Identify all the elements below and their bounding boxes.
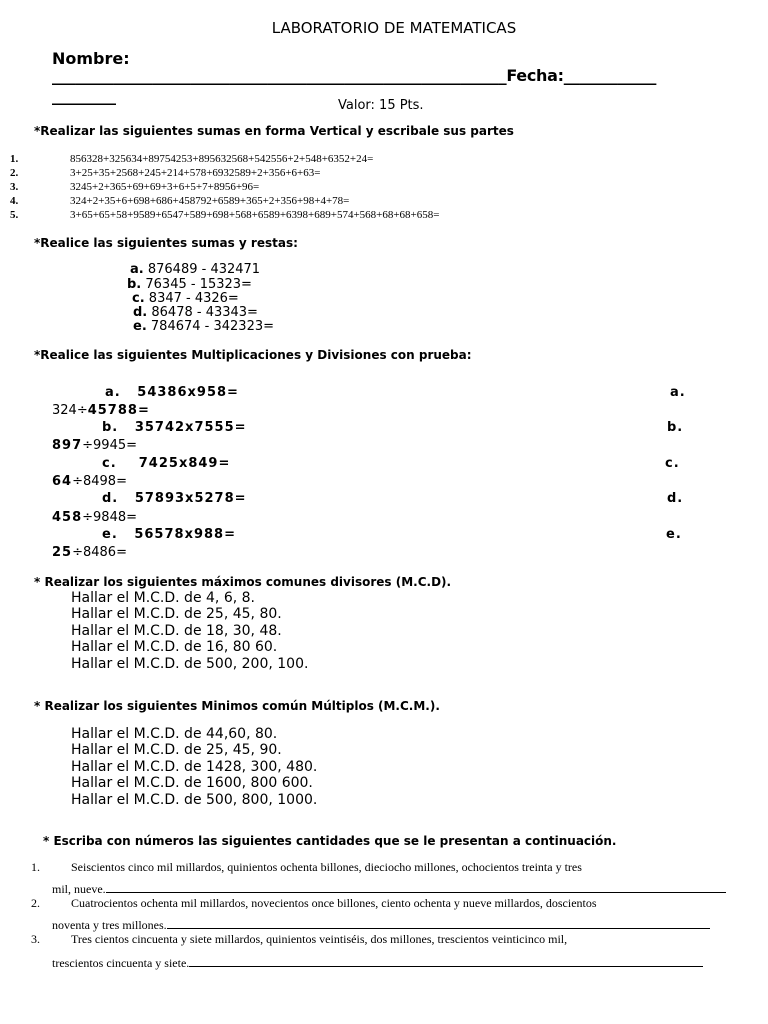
mult-text: 35742x7555= (134, 420, 247, 435)
words-item-1-line2 (52, 881, 726, 897)
answer-blank[interactable] (106, 881, 726, 893)
sum-item-1 (10, 153, 374, 165)
sum-item-number: 4. (10, 195, 19, 207)
valor-text: Valor: 15 Pts. (338, 98, 424, 113)
mcd-item-3: Hallar el M.C.D. de 18, 30, 48. (71, 623, 282, 639)
answer-blank[interactable] (167, 917, 710, 929)
div-part-2: ÷9848= (82, 510, 138, 525)
section3-instruction: *Realice las siguientes Multiplicaciones y Divisiones con prueba: (34, 348, 472, 362)
calc-text: 8347 - 4326= (148, 291, 239, 306)
sum-item-number: 1. (10, 153, 19, 165)
mult-item-a (105, 385, 239, 400)
mult-item-d (102, 491, 247, 506)
calc-text: 76345 - 15323= (145, 277, 252, 292)
div-item-b (52, 438, 137, 453)
sum-item-text: 3+65+65+58+9589+6547+589+698+568+6589+6398+689+574+568+68+68+658= (70, 209, 440, 221)
div-item-e (52, 545, 127, 560)
sum-item-text: 856328+325634+89754253+895632568+542556+2+548+6352+24= (70, 153, 374, 165)
div-letter-a: a. (670, 385, 686, 400)
name-blank-continued[interactable]: ________ (52, 86, 116, 105)
div-letter-e: e. (666, 527, 682, 542)
section2-instruction: *Realice las siguientes sumas y restas: (34, 236, 298, 250)
words-item-2-line1: Cuatrocientos ochenta mil millardos, novecientos once billones, ciento ochenta y nueve millardos, doscientos (71, 896, 597, 910)
words-item-1-line1: Seiscientos cinco mil millardos, quinientos ochenta billones, dieciocho millones, ochocientos treinta y tres (71, 860, 582, 874)
mult-text: 7425x849= (138, 456, 231, 471)
div-part-1: 324÷ (52, 403, 88, 418)
mult-letter: d. (102, 491, 119, 506)
calc-letter: d. (133, 305, 148, 320)
answer-blank[interactable] (189, 955, 703, 967)
words-item-text: trescientos cincuenta y siete. (52, 956, 190, 970)
div-item-c (52, 474, 127, 489)
mult-text: 54386x958= (137, 385, 239, 400)
div-part-1: 458 (52, 510, 83, 525)
words-item-2-number: 2. (31, 896, 40, 910)
sum-item-2 (10, 167, 321, 179)
mult-letter: a. (105, 385, 121, 400)
section1-instruction: *Realizar las siguientes sumas en forma Vertical y escribale sus partes (34, 124, 514, 138)
calc-letter: b. (127, 277, 142, 292)
calc-letter: e. (133, 319, 147, 334)
div-part-1: 897 (52, 438, 83, 453)
words-item-text: noventa y tres millones. (52, 918, 167, 932)
section5-instruction: * Realizar los siguientes Minimos común Múltiplos (M.C.M.). (34, 699, 440, 713)
calc-text: 86478 - 43343= (151, 305, 258, 320)
section6-instruction: * Escriba con números las siguientes cantidades que se le presentan a continuación. (43, 834, 617, 848)
div-part-2: ÷8486= (72, 545, 127, 560)
sum-item-text: 324+2+35+6+698+686+458792+6589+365+2+356+98+4+78= (70, 195, 350, 207)
mcm-item-4: Hallar el M.C.D. de 1600, 800 600. (71, 775, 313, 791)
fecha-label: Fecha: (506, 66, 564, 85)
mult-letter: c. (102, 456, 117, 471)
calc-letter: c. (132, 291, 145, 306)
section4-instruction: * Realizar los siguientes máximos comunes divisores (M.C.D). (34, 575, 452, 589)
calc-item-d (133, 305, 258, 320)
sum-item-text: 3245+2+365+69+69+3+6+5+7+8956+96= (70, 181, 260, 193)
words-item-1-number: 1. (31, 860, 40, 874)
div-part-2: 45788= (87, 403, 150, 418)
mult-item-b (102, 420, 247, 435)
name-blank[interactable]: ___________________________________________________________ (52, 66, 507, 85)
calc-letter: a. (130, 262, 144, 277)
mult-letter: e. (102, 527, 118, 542)
words-item-3-line1: Tres cientos cincuenta y siete millardos, quinientos veintiséis, dos millones, trescientos veinticinco mil, (71, 932, 568, 946)
page-title: LABORATORIO DE MATEMATICAS (271, 19, 517, 37)
sum-item-number: 2. (10, 167, 19, 179)
mult-item-c (102, 456, 230, 471)
words-item-3-line2 (52, 955, 703, 971)
mcd-item-2: Hallar el M.C.D. de 25, 45, 80. (71, 606, 282, 622)
div-item-a (52, 403, 150, 418)
calc-item-a (130, 262, 260, 277)
mult-item-e (102, 527, 236, 542)
calc-item-e (133, 319, 274, 334)
div-letter-d: d. (667, 491, 684, 506)
mult-letter: b. (102, 420, 119, 435)
div-part-2: ÷8498= (72, 474, 127, 489)
sum-item-3 (10, 181, 260, 193)
sum-item-text: 3+25+35+2568+245+214+578+6932589+2+356+6+63= (70, 167, 321, 179)
mcm-item-1: Hallar el M.C.D. de 44,60, 80. (71, 726, 278, 742)
mcm-item-5: Hallar el M.C.D. de 500, 800, 1000. (71, 792, 318, 808)
mcd-item-5: Hallar el M.C.D. de 500, 200, 100. (71, 656, 309, 672)
words-item-2-line2 (52, 917, 710, 933)
words-item-3-number: 3. (31, 932, 40, 946)
name-fecha-line (52, 66, 656, 85)
mult-text: 56578x988= (134, 527, 236, 542)
mcm-item-2: Hallar el M.C.D. de 25, 45, 90. (71, 742, 282, 758)
mcm-item-3: Hallar el M.C.D. de 1428, 300, 480. (71, 759, 318, 775)
mult-text: 57893x5278= (134, 491, 247, 506)
sum-item-4 (10, 195, 350, 207)
calc-text: 784674 - 342323= (150, 319, 275, 334)
div-part-2: ÷9945= (82, 438, 138, 453)
fecha-blank[interactable]: ____________ (563, 66, 657, 85)
nombre-label: Nombre: (52, 49, 130, 68)
calc-text: 876489 - 432471 (147, 262, 261, 277)
div-part-1: 25 (52, 545, 73, 560)
div-part-1: 64 (52, 474, 73, 489)
div-letter-b: b. (667, 420, 684, 435)
sum-item-5 (10, 209, 440, 221)
mcd-item-1: Hallar el M.C.D. de 4, 6, 8. (71, 590, 255, 606)
sum-item-number: 5. (10, 209, 19, 221)
calc-item-b (127, 277, 252, 292)
div-item-d (52, 510, 137, 525)
calc-item-c (132, 291, 239, 306)
sum-item-number: 3. (10, 181, 19, 193)
div-letter-c: c. (665, 456, 680, 471)
words-item-text: mil, nueve. (52, 882, 106, 896)
mcd-item-4: Hallar el M.C.D. de 16, 80 60. (71, 639, 278, 655)
